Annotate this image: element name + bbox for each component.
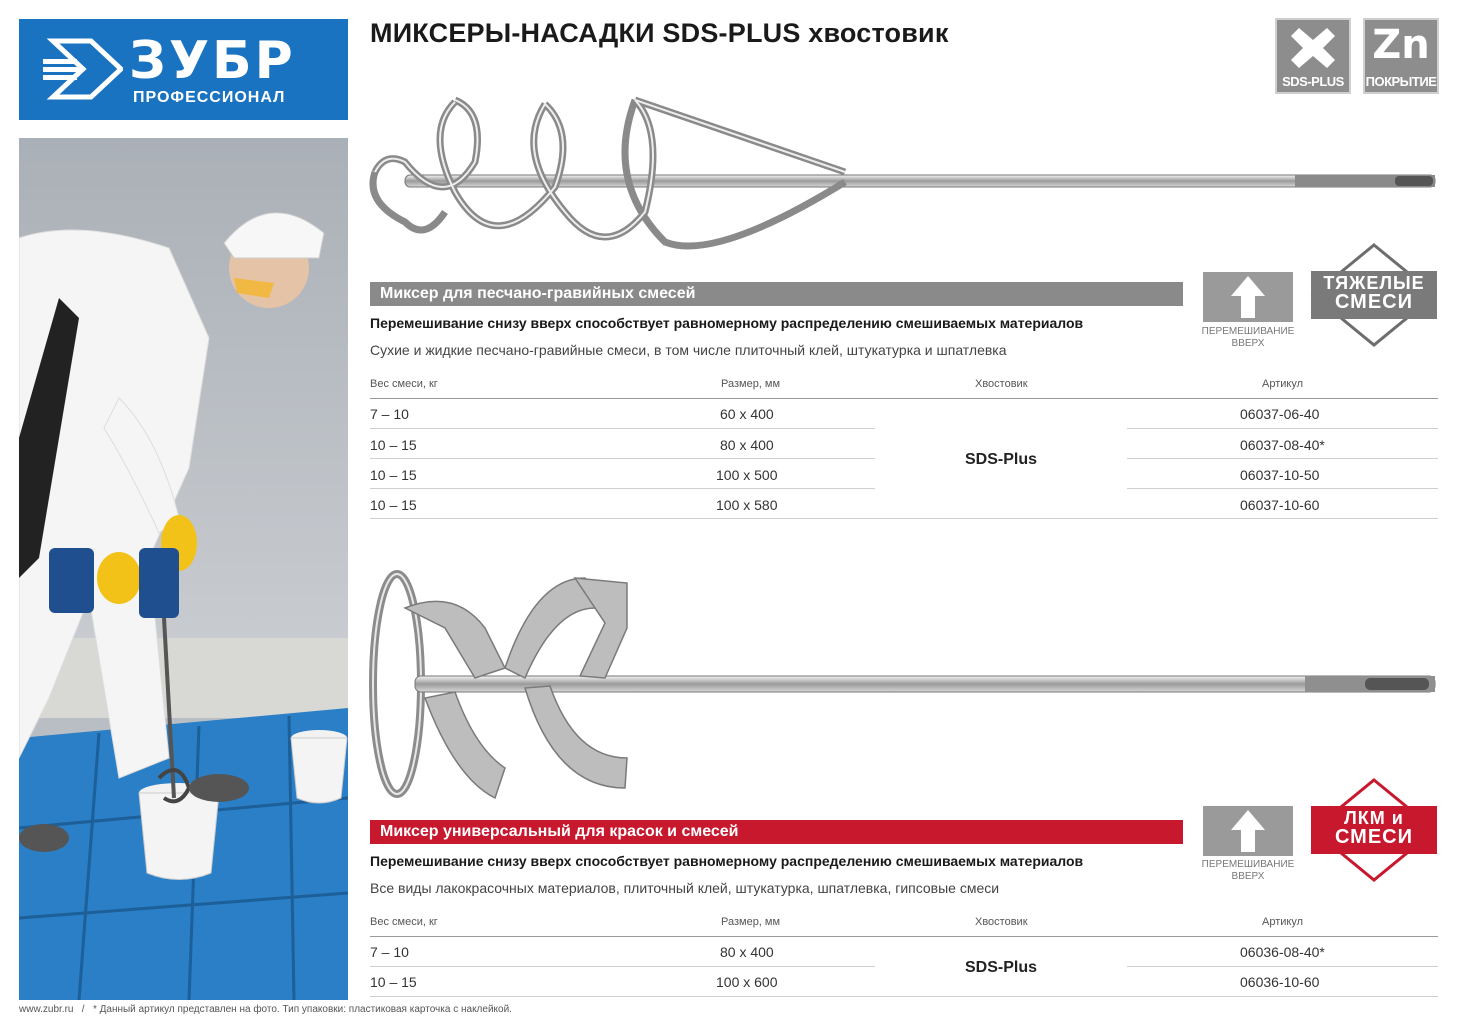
worker-photo [19, 138, 348, 1000]
section2-mixing-label-line1: ПЕРЕМЕШИВАНИЕ [1201, 859, 1295, 870]
page-title: МИКСЕРЫ-НАСАДКИ SDS-PLUS хвостовик [370, 18, 949, 48]
t2-row2-weight: 10 – 15 [370, 974, 417, 990]
sds-cross-icon [1277, 22, 1349, 74]
section1-bold-text: Перемешивание снизу вверх способствует равномерному распределению смешиваемых материалов [370, 315, 1084, 331]
zinc-symbol: Zn [1372, 22, 1430, 68]
t1-row-divider [1127, 458, 1438, 459]
t2-row2-size: 100 x 600 [716, 974, 778, 990]
zinc-coating-label: ПОКРЫТИЕ [1365, 74, 1437, 89]
t1-row-divider [370, 428, 875, 429]
section2-mixing-up-box [1203, 806, 1293, 856]
t1-shank-value: SDS-Plus [965, 451, 1038, 468]
t1-header-divider [370, 398, 1438, 399]
section2-description: Все виды лакокрасочных материалов, плиточный клей, штукатурка, шпатлевка, гипсовые смеси [370, 880, 1000, 896]
t1-row3-article: 06037-10-50 [1240, 467, 1320, 483]
paints-mixes-badge [1309, 778, 1439, 882]
sds-plus-badge [1275, 18, 1351, 94]
t2-header-shank: Хвостовик [975, 916, 1028, 928]
paints-mixes-line1: ЛКМ и [1344, 808, 1404, 828]
t2-row1-article: 06036-08-40* [1240, 944, 1325, 960]
t1-row2-weight: 10 – 15 [370, 437, 417, 453]
footer-site-link[interactable]: www.zubr.ru [19, 1004, 74, 1015]
sds-plus-label: SDS-PLUS [1282, 74, 1344, 89]
section2-mixing-label-line2: ВВЕРХ [1231, 871, 1265, 882]
t1-row4-article: 06037-10-60 [1240, 497, 1320, 513]
t1-header-weight: Вес смеси, кг [370, 378, 438, 390]
t1-row-divider [1127, 488, 1438, 489]
t2-row-divider [1127, 966, 1438, 967]
section1-title-bar: Миксер для песчано-гравийных смесей [370, 282, 1183, 306]
t1-row1-article: 06037-06-40 [1240, 406, 1320, 422]
t1-row1-size: 60 x 400 [720, 406, 774, 422]
section1-mixing-up-box [1203, 272, 1293, 322]
t1-row-divider [370, 488, 875, 489]
t1-row1-weight: 7 – 10 [370, 406, 409, 422]
t2-bottom-divider [370, 996, 1438, 997]
heavy-mixes-badge [1309, 243, 1439, 347]
t2-row1-size: 80 x 400 [720, 944, 774, 960]
t1-row2-article: 06037-08-40* [1240, 437, 1325, 453]
t1-row-divider [370, 458, 875, 459]
heavy-mixes-line2: СМЕСИ [1335, 291, 1413, 313]
t2-header-article: Артикул [1262, 916, 1304, 928]
t1-row3-size: 100 x 500 [716, 467, 778, 483]
universal-mixer-image [365, 568, 1440, 808]
brand-name: ЗУБР [129, 31, 296, 91]
paints-mixes-line2: СМЕСИ [1335, 826, 1413, 848]
footer-note: * Данный артикул представлен на фото. Тип упаковки: пластиковая карточка с наклейкой. [92, 1004, 512, 1015]
brand-logo [19, 19, 348, 120]
arrow-up-icon [1203, 806, 1293, 856]
sand-gravel-mixer-image [365, 92, 1440, 272]
section2-bold-text: Перемешивание снизу вверх способствует равномерному распределению смешиваемых материалов [370, 853, 1084, 869]
t1-row-divider [1127, 428, 1438, 429]
t1-row3-weight: 10 – 15 [370, 467, 417, 483]
zinc-coating-badge [1363, 18, 1439, 94]
footer [19, 1004, 512, 1015]
section2-mixing-label [1198, 859, 1298, 883]
section1-mixing-label [1198, 326, 1298, 350]
t2-row-divider [370, 966, 875, 967]
t1-row4-weight: 10 – 15 [370, 497, 417, 513]
t2-row1-weight: 7 – 10 [370, 944, 409, 960]
t1-row2-size: 80 x 400 [720, 437, 774, 453]
brand-emblem-icon [43, 37, 123, 101]
t1-row4-size: 100 x 580 [716, 497, 778, 513]
t2-row2-article: 06036-10-60 [1240, 974, 1320, 990]
section1-mixing-label-line2: ВВЕРХ [1231, 338, 1265, 349]
t1-bottom-divider [370, 518, 1438, 519]
footer-separator: / [76, 1004, 91, 1015]
arrow-up-icon [1203, 272, 1293, 322]
t1-header-article: Артикул [1262, 378, 1304, 390]
heavy-mixes-line1: ТЯЖЕЛЫЕ [1323, 273, 1425, 293]
section1-mixing-label-line1: ПЕРЕМЕШИВАНИЕ [1201, 326, 1295, 337]
t2-header-divider [370, 936, 1438, 937]
section1-description: Сухие и жидкие песчано-гравийные смеси, в том числе плиточный клей, штукатурка и шпатлевка [370, 342, 1007, 358]
t2-shank-value: SDS-Plus [965, 959, 1038, 976]
t2-header-size: Размер, мм [721, 916, 781, 928]
section2-title-bar: Миксер универсальный для красок и смесей [370, 820, 1183, 844]
t1-header-size: Размер, мм [721, 378, 781, 390]
t2-header-weight: Вес смеси, кг [370, 916, 438, 928]
brand-subtitle: ПРОФЕССИОНАЛ [133, 89, 286, 106]
t1-header-shank: Хвостовик [975, 378, 1028, 390]
